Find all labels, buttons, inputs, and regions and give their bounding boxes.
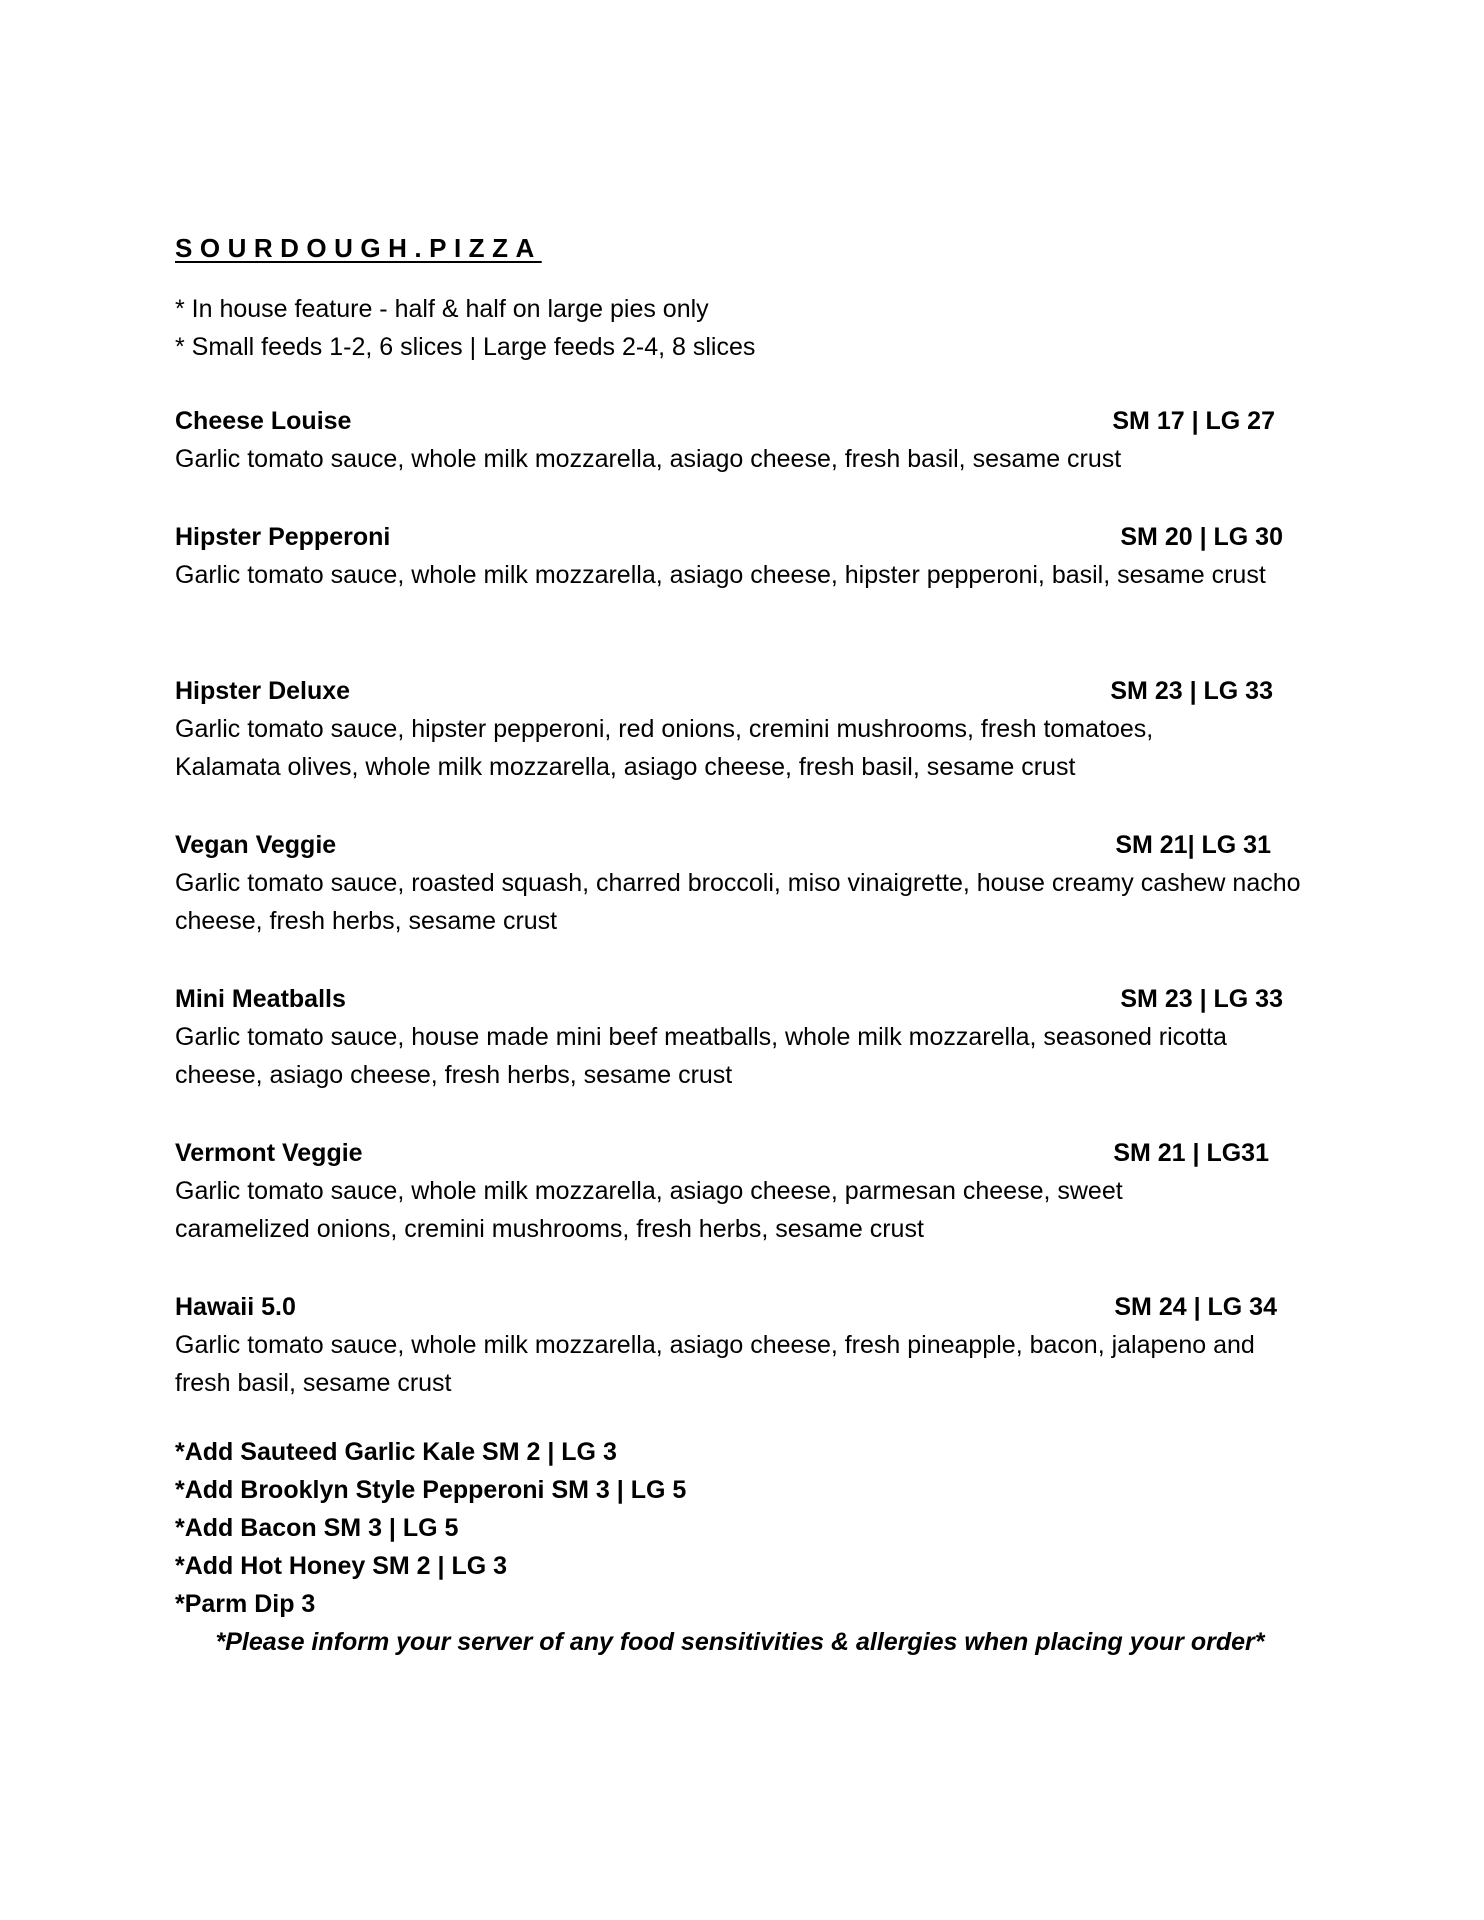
item-price: SM 23 | LG 33 xyxy=(1110,677,1273,705)
menu-item-vermont-veggie xyxy=(175,1134,1305,1288)
addon-bacon: *Add Bacon SM 3 | LG 5 xyxy=(175,1514,459,1542)
note-sizes: * Small feeds 1-2, 6 slices | Large feeds 2-4, 8 slices xyxy=(175,333,756,361)
item-price: SM 21 | LG31 xyxy=(1113,1139,1269,1167)
item-name: Mini Meatballs xyxy=(175,985,346,1013)
item-price: SM 21| LG 31 xyxy=(1115,831,1271,859)
item-description: Garlic tomato sauce, whole milk mozzarella, asiago cheese, fresh basil, sesame crust xyxy=(175,445,1122,473)
menu-item-hawaii xyxy=(175,1288,1305,1404)
menu-title: SOURDOUGH.PIZZA xyxy=(175,233,542,263)
item-name: Cheese Louise xyxy=(175,407,352,435)
item-price: SM 23 | LG 33 xyxy=(1120,985,1283,1013)
item-name: Vermont Veggie xyxy=(175,1139,363,1167)
item-description: Garlic tomato sauce, house made mini beef meatballs, whole milk mozzarella, seasoned ricotta cheese, asiago cheese, fresh herbs, sesame crust xyxy=(175,1023,1227,1089)
addon-kale: *Add Sauteed Garlic Kale SM 2 | LG 3 xyxy=(175,1438,617,1466)
item-description: Garlic tomato sauce, whole milk mozzarella, asiago cheese, parmesan cheese, sweet caramelized onions, cremini mushrooms, fresh herbs, sesame crust xyxy=(175,1177,1123,1243)
item-price: SM 20 | LG 30 xyxy=(1120,523,1283,551)
menu-notes xyxy=(175,290,755,366)
addon-brooklyn-pepperoni: *Add Brooklyn Style Pepperoni SM 3 | LG 5 xyxy=(175,1476,687,1504)
addons-list xyxy=(175,1433,686,1623)
item-name: Hipster Pepperoni xyxy=(175,523,391,551)
menu-item-cheese-louise xyxy=(175,402,1305,518)
item-description: Garlic tomato sauce, roasted squash, charred broccoli, miso vinaigrette, house creamy cashew nacho cheese, fresh herbs, sesame crust xyxy=(175,869,1301,935)
note-half-and-half: * In house feature - half & half on large pies only xyxy=(175,295,709,323)
menu-page xyxy=(175,0,1305,1920)
menu-item-vegan-veggie xyxy=(175,826,1305,980)
item-description: Garlic tomato sauce, hipster pepperoni, red onions, cremini mushrooms, fresh tomatoes, Kalamata olives, whole milk mozzarella, asiago cheese, fresh basil, sesame crust xyxy=(175,715,1154,781)
menu-item-hipster-pepperoni xyxy=(175,518,1305,672)
addon-hot-honey: *Add Hot Honey SM 2 | LG 3 xyxy=(175,1552,508,1580)
menu-item-hipster-deluxe xyxy=(175,672,1305,826)
item-description: Garlic tomato sauce, whole milk mozzarella, asiago cheese, fresh pineapple, bacon, jalapeno and fresh basil, sesame crust xyxy=(175,1331,1255,1397)
item-name: Vegan Veggie xyxy=(175,831,337,859)
menu-items xyxy=(175,402,1305,1404)
item-price: SM 17 | LG 27 xyxy=(1112,407,1275,435)
item-name: Hawaii 5.0 xyxy=(175,1293,296,1321)
item-description: Garlic tomato sauce, whole milk mozzarella, asiago cheese, hipster pepperoni, basil, sesame crust xyxy=(175,561,1266,589)
addon-parm-dip: *Parm Dip 3 xyxy=(175,1590,316,1618)
item-name: Hipster Deluxe xyxy=(175,677,351,705)
allergy-disclaimer: *Please inform your server of any food sensitivities & allergies when placing your order* xyxy=(215,1628,1265,1656)
item-price: SM 24 | LG 34 xyxy=(1114,1293,1277,1321)
menu-item-mini-meatballs xyxy=(175,980,1305,1134)
